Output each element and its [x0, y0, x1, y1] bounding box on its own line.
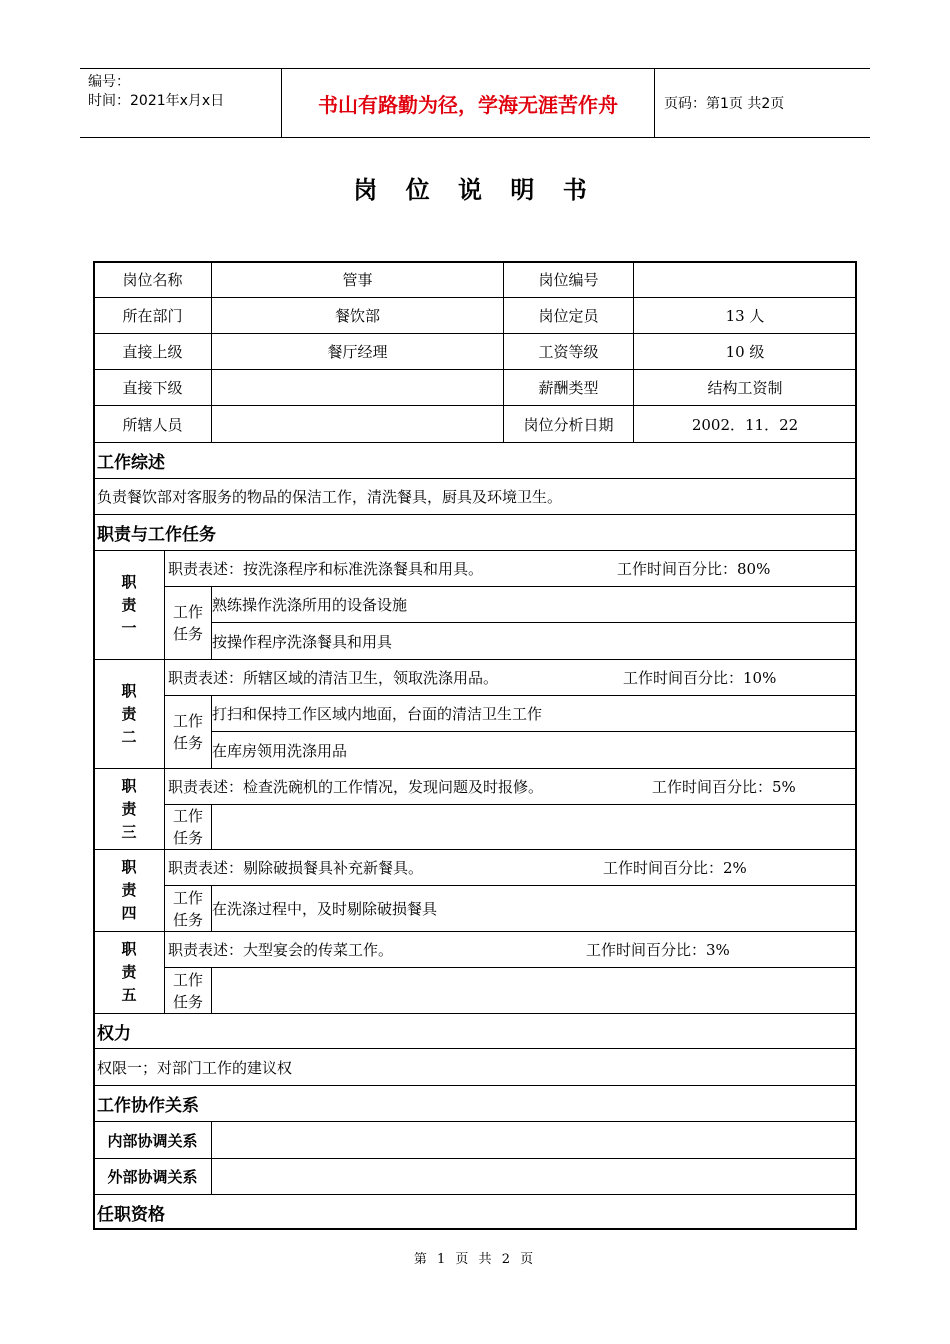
duty-statement: 职责表述：大型宴会的传菜工作。 [168, 941, 394, 959]
duty-time-percent: 工作时间百分比：5% [652, 778, 796, 796]
salary-grade-label: 工资等级 [503, 333, 634, 370]
duties-heading: 职责与工作任务 [93, 514, 857, 551]
task-item: 打扫和保持工作区域内地面，台面的清洁卫生工作 [211, 695, 857, 732]
staff-label: 所辖人员 [93, 405, 212, 443]
subordinate-value [211, 369, 504, 406]
duty-time-percent: 工作时间百分比：3% [586, 941, 730, 959]
task-item: 按操作程序洗涤餐具和用具 [211, 622, 857, 660]
analysis-date-value: 2002．11．22 [633, 405, 857, 443]
task-label: 工作 任务 [164, 885, 212, 932]
external-coordination-label: 外部协调关系 [93, 1158, 212, 1195]
position-name-value: 管事 [211, 261, 504, 298]
internal-coordination-label: 内部协调关系 [93, 1121, 212, 1159]
qualifications-heading: 任职资格 [93, 1194, 857, 1230]
header-meta [88, 73, 224, 111]
duty-statement: 职责表述：剔除破损餐具补充新餐具。 [168, 859, 424, 877]
task-item [211, 967, 857, 1014]
internal-coordination-value [211, 1121, 857, 1159]
work-summary-text: 负责餐饮部对客服务的物品的保洁工作，清洗餐具，厨具及环境卫生。 [93, 478, 857, 515]
number-label: 编号： [88, 74, 130, 90]
header-page-info: 页码：第1页 共2页 [664, 96, 785, 112]
staff-value [211, 405, 504, 443]
task-label: 工作 任务 [164, 695, 212, 769]
position-no-value [633, 261, 857, 298]
salary-grade-value: 10 级 [633, 333, 857, 370]
duty-statement-row [164, 550, 857, 587]
task-label: 工作 任务 [164, 804, 212, 850]
authority-text: 权限一；对部门工作的建议权 [93, 1048, 857, 1086]
position-name-label: 岗位名称 [93, 261, 212, 298]
department-value: 餐饮部 [211, 297, 504, 334]
task-label: 工作 任务 [164, 967, 212, 1014]
subordinate-label: 直接下级 [93, 369, 212, 406]
task-item [211, 804, 857, 850]
duty-label: 职 责 一 [93, 550, 165, 660]
header-motto: 书山有路勤为径，学海无涯苦作舟 [281, 69, 655, 137]
task-label: 工作 任务 [164, 586, 212, 660]
duty-time-percent: 工作时间百分比：10% [623, 669, 777, 687]
duty-statement: 职责表述：检查洗碗机的工作情况，发现问题及时报修。 [168, 778, 544, 796]
headcount-label: 岗位定员 [503, 297, 634, 334]
duty-statement: 职责表述：按洗涤程序和标准洗涤餐具和用具。 [168, 560, 484, 578]
duty-time-percent: 工作时间百分比：2% [603, 859, 747, 877]
task-item: 在库房领用洗涤用品 [211, 731, 857, 769]
task-item: 熟练操作洗涤所用的设备设施 [211, 586, 857, 623]
page-header [80, 68, 870, 138]
duty-statement-row [164, 849, 857, 886]
department-label: 所在部门 [93, 297, 212, 334]
authority-heading: 权力 [93, 1013, 857, 1049]
duty-time-percent: 工作时间百分比：80% [617, 560, 771, 578]
document-title: 岗 位 说 明 书 [353, 176, 597, 204]
external-coordination-value [211, 1158, 857, 1195]
duty-label: 职 责 五 [93, 931, 165, 1014]
duty-label: 职 责 四 [93, 849, 165, 932]
work-summary-heading: 工作综述 [93, 442, 857, 479]
task-item: 在洗涤过程中，及时剔除破损餐具 [211, 885, 857, 932]
duty-statement-row [164, 659, 857, 696]
page-footer: 第 1 页 共 2 页 [413, 1252, 537, 1267]
duty-label: 职 责 二 [93, 659, 165, 769]
analysis-date-label: 岗位分析日期 [503, 405, 634, 443]
duty-statement-row [164, 931, 857, 968]
superior-value: 餐厅经理 [211, 333, 504, 370]
superior-label: 直接上级 [93, 333, 212, 370]
duty-label: 职 责 三 [93, 768, 165, 850]
position-no-label: 岗位编号 [503, 261, 634, 298]
duty-statement: 职责表述：所辖区域的清洁卫生，领取洗涤用品。 [168, 669, 499, 687]
time-label: 时间：2021年x月x日 [88, 93, 225, 109]
headcount-value: 13 人 [633, 297, 857, 334]
duty-statement-row [164, 768, 857, 805]
collaboration-heading: 工作协作关系 [93, 1085, 857, 1122]
pay-type-label: 薪酬类型 [503, 369, 634, 406]
pay-type-value: 结构工资制 [633, 369, 857, 406]
